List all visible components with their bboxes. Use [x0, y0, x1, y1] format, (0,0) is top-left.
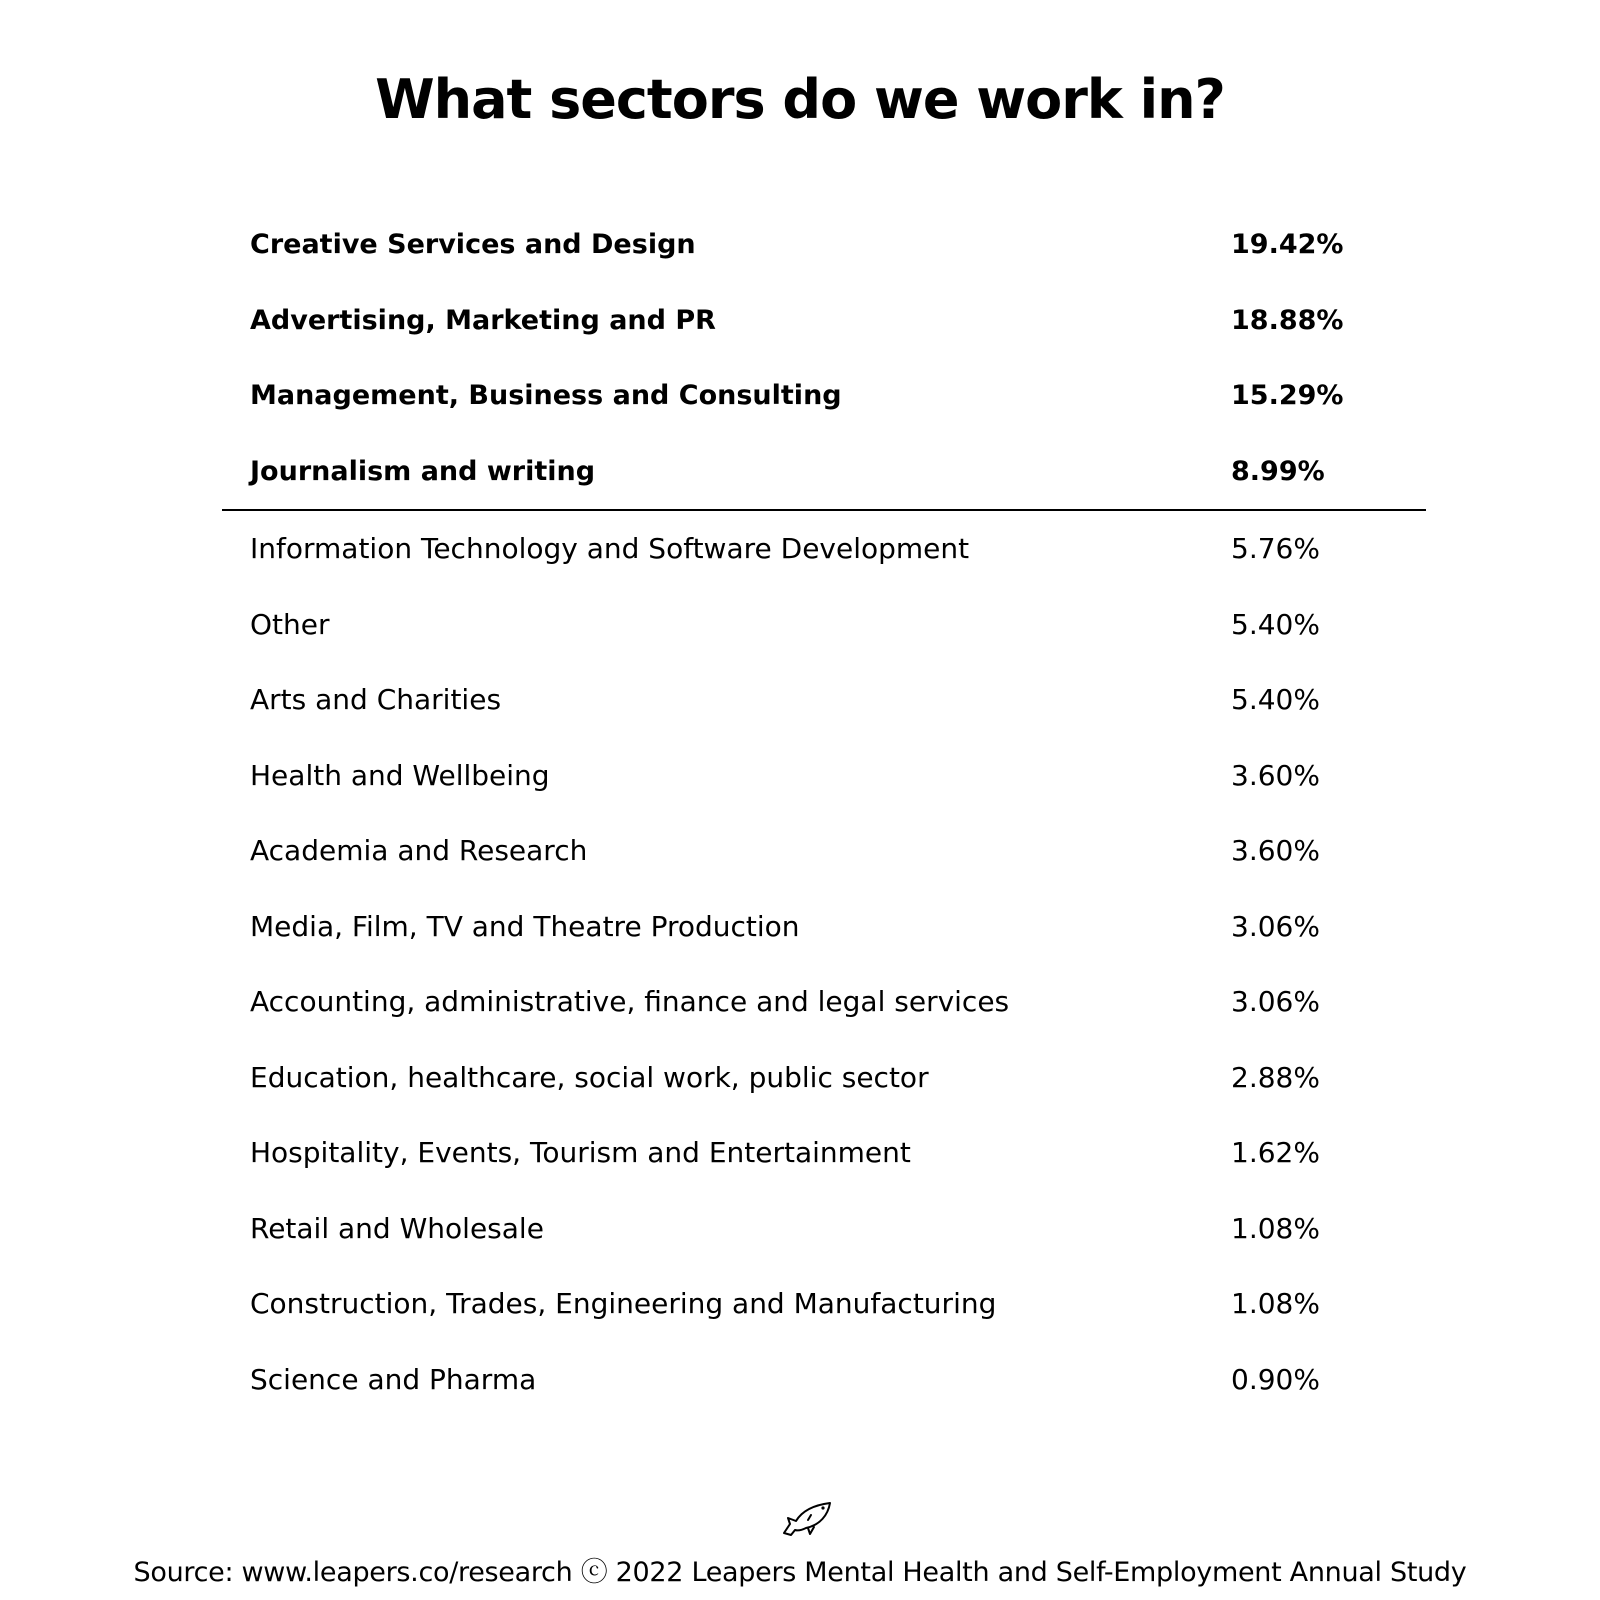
sector-label: Journalism and writing — [250, 455, 596, 487]
sector-percentage: 19.42% — [1231, 229, 1344, 260]
sector-label: Media, Film, TV and Theatre Production — [250, 909, 800, 943]
sector-label: Accounting, administrative, finance and legal services — [250, 985, 1010, 1018]
table-row — [222, 283, 1426, 359]
table-row — [222, 1040, 1426, 1116]
page-title: What sectors do we work in? — [375, 68, 1225, 131]
sector-label: Education, healthcare, social work, public sector — [250, 1060, 929, 1094]
sector-label: Academia and Research — [250, 834, 588, 867]
sector-label: Science and Pharma — [250, 1362, 537, 1396]
sector-percentage: 5.76% — [1231, 532, 1320, 565]
sector-label: Construction, Trades, Engineering and Manufacturing — [250, 1287, 997, 1320]
sector-label: Advertising, Marketing and PR — [250, 304, 716, 336]
sector-percentage: 3.60% — [1231, 834, 1320, 867]
table-row — [222, 1266, 1426, 1342]
sector-percentage: 3.60% — [1231, 758, 1320, 792]
table-row — [222, 1342, 1426, 1418]
sector-percentage: 3.06% — [1231, 909, 1320, 943]
sector-percentage: 0.90% — [1231, 1362, 1320, 1396]
source-note: Source: www.leapers.co/research ⓒ 2022 Leapers Mental Health and Self-Employment Annual Study — [133, 1557, 1467, 1588]
table-row — [222, 889, 1426, 965]
sector-percentage: 3.06% — [1231, 985, 1320, 1018]
sector-percentage: 2.88% — [1231, 1060, 1320, 1094]
sector-label: Management, Business and Consulting — [250, 380, 842, 411]
table-row — [222, 511, 1426, 587]
sector-percentage: 18.88% — [1231, 304, 1344, 336]
table-row — [222, 964, 1426, 1040]
sector-percentage: 5.40% — [1231, 683, 1320, 716]
sector-label: Other — [250, 607, 330, 641]
sector-percentage: 5.40% — [1231, 607, 1320, 641]
sector-label: Retail and Wholesale — [250, 1211, 544, 1245]
sector-percentage: 1.08% — [1231, 1211, 1320, 1245]
table-row — [222, 662, 1426, 738]
sector-percentage: 15.29% — [1231, 380, 1344, 411]
sector-percentage: 1.62% — [1231, 1136, 1320, 1169]
fish-icon — [778, 1497, 836, 1539]
sector-label: Arts and Charities — [250, 683, 502, 716]
table-row — [222, 358, 1426, 434]
sector-table — [222, 207, 1426, 1417]
sector-label: Creative Services and Design — [250, 229, 696, 260]
table-row — [222, 587, 1426, 663]
table-row — [222, 207, 1426, 283]
sector-label: Health and Wellbeing — [250, 758, 550, 792]
sector-percentage: 8.99% — [1231, 455, 1325, 487]
sector-percentage: 1.08% — [1231, 1287, 1320, 1320]
table-row — [222, 1115, 1426, 1191]
table-row — [222, 738, 1426, 814]
table-row — [222, 1191, 1426, 1267]
sector-label: Hospitality, Events, Tourism and Entertainment — [250, 1136, 911, 1169]
table-row — [222, 434, 1426, 510]
sector-label: Information Technology and Software Development — [250, 532, 970, 565]
table-row — [222, 813, 1426, 889]
